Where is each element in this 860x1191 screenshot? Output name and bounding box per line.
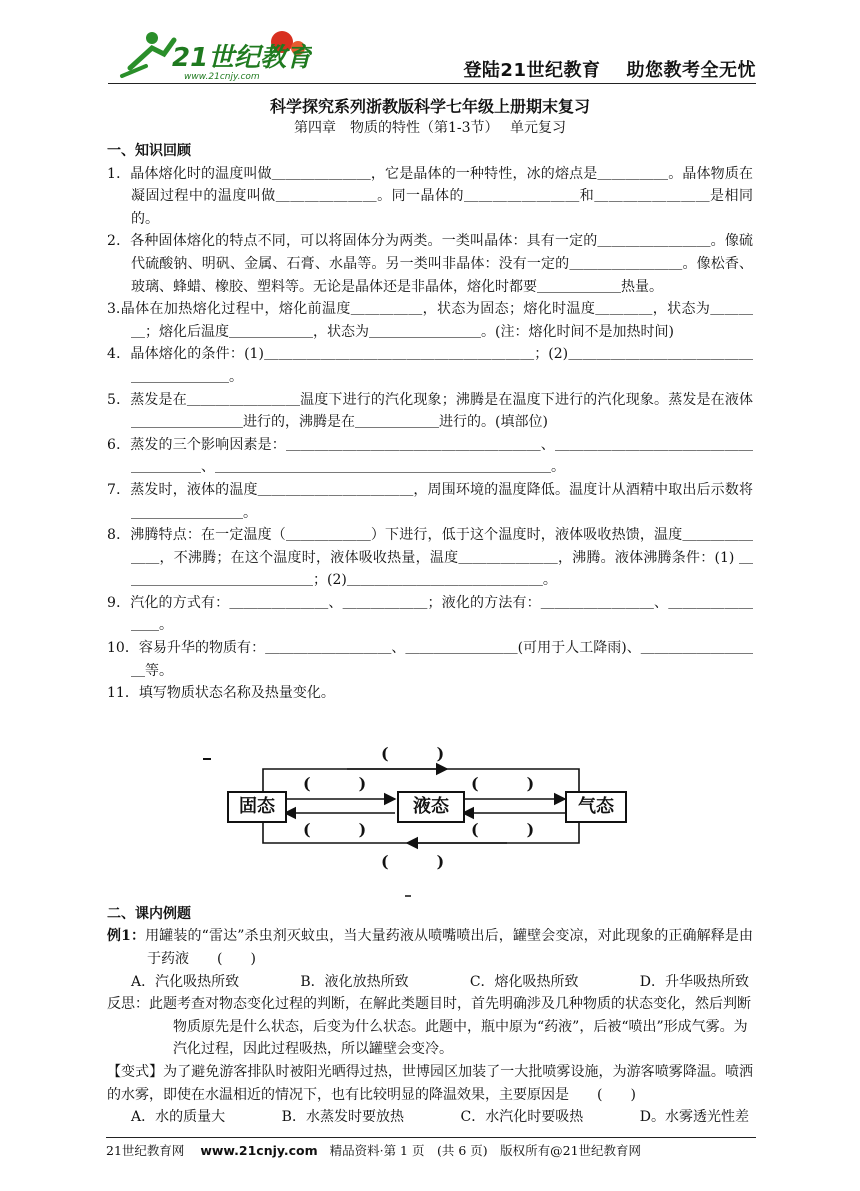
variant-options xyxy=(107,1106,753,1129)
slogan-2: 助您教考全无忧 xyxy=(626,60,756,81)
footer-site: 21世纪教育网 xyxy=(106,1143,185,1158)
blank-freezing: ( ) xyxy=(303,819,367,839)
variant-option-c: C．水汽化时要吸热 xyxy=(460,1109,584,1126)
logo-url: www.21cnjy.com xyxy=(184,72,260,82)
footer-url: www.21cnjy.com xyxy=(200,1143,318,1158)
state-change-diagram xyxy=(107,719,753,897)
blank-vaporization: ( ) xyxy=(471,773,535,793)
question-2: 2．各种固体熔化的特点不同，可以将固体分为两类。一类叫晶体：具有一定的＿＿＿＿＿＿＿＿。像硫代硫酸钠、明矾、金属、石膏、水晶等。另一类叫非晶体：没有一定的＿＿＿＿＿＿＿＿。像松香、玻璃、蜂蜡、橡胶、塑料等。无论是晶体还是非晶体，熔化时都要＿＿＿＿＿＿热量。 xyxy=(107,233,753,295)
question-10: 10．容易升华的物质有：＿＿＿＿＿＿＿＿＿、＿＿＿＿＿＿＿＿(可用于人工降雨)、＿＿＿＿＿＿＿＿＿等。 xyxy=(107,640,753,679)
header-rule xyxy=(108,83,756,84)
section-heading-examples: 二、课内例题 xyxy=(107,905,191,922)
page-footer xyxy=(106,1137,756,1159)
gas-box: 气态 xyxy=(565,791,627,823)
page-content xyxy=(107,140,753,1129)
variant-option-a: A．水的质量大 xyxy=(131,1109,226,1126)
question-6: 6．蒸发的三个影响因素是：＿＿＿＿＿＿＿＿＿＿＿＿＿＿＿＿＿＿、＿＿＿＿＿＿＿＿＿＿＿＿＿＿＿＿＿＿＿、＿＿＿＿＿＿＿＿＿＿＿＿＿＿＿＿＿＿＿＿＿＿＿＿。 xyxy=(107,436,753,476)
slogan-1: 登陆21世纪教育 xyxy=(463,60,601,81)
page-subtitle: 第四章 物质的特性（第1-3节） 单元复习 xyxy=(294,120,566,136)
logo-text: 21世纪教育 xyxy=(172,43,312,73)
question-1: 1．晶体熔化时的温度叫做＿＿＿＿＿＿＿，它是晶体的一种特性，冰的熔点是＿＿＿＿＿。晶体物质在凝固过程中的温度叫做＿＿＿＿＿＿＿。同一晶体的＿＿＿＿＿＿＿＿和＿＿＿＿＿＿＿＿是相同的。 xyxy=(107,165,753,227)
example-1-text: 用罐装的“雷达”杀虫剂灭蚊虫，当大量药液从喷嘴喷出后，罐壁会变凉，对此现象的正确解释是由于药液 ( ) xyxy=(145,928,754,968)
liquid-box: 液态 xyxy=(397,791,465,823)
option-d: D．升华吸热所致 xyxy=(639,973,749,990)
solid-box: 固态 xyxy=(227,791,287,823)
variant-question: 【变式】为了避免游客排队时被阳光晒得过热，世博园区加装了一大批喷雾设施，为游客喷雾降温。喷洒的水雾，即使在水温相近的情况下，也有比较明显的降温效果，主要原因是 ( ) xyxy=(107,1064,753,1103)
header-slogan xyxy=(463,56,756,82)
question-5: 5．蒸发是在＿＿＿＿＿＿＿＿温度下进行的汽化现象；沸腾是在温度下进行的汽化现象。蒸发是在液体＿＿＿＿＿＿＿＿进行的，沸腾是在＿＿＿＿＿＿进行的。(填部位) xyxy=(107,391,753,431)
option-c: C．熔化吸热所致 xyxy=(469,973,579,990)
blank-melting: ( ) xyxy=(303,773,367,793)
example-1-reflection: 反思：此题考查对物态变化过程的判断，在解此类题目时，首先明确涉及几种物质的状态变化，然后判断物质原先是什么状态，后变为什么状态。此题中，瓶中原为“药液”，后被“喷出”形成气雾。为汽化过程，因此过程吸热，所以罐壁会变冷。 xyxy=(107,996,751,1058)
blank-deposition: ( ) xyxy=(381,851,445,871)
question-11: 11．填写物质状态名称及热量变化。 xyxy=(107,685,335,702)
option-a: A．汽化吸热所致 xyxy=(131,973,240,990)
blank-sublimation: ( ) xyxy=(381,743,445,763)
example-1 xyxy=(107,925,753,970)
variant-option-b: B．水蒸发时要放热 xyxy=(281,1109,404,1126)
logo-runner-icon xyxy=(112,26,312,84)
example-1-options xyxy=(107,971,753,994)
example-1-label: 例1： xyxy=(107,928,146,945)
logo xyxy=(112,26,312,84)
page-title: 科学探究系列浙教版科学七年级上册期末复习 xyxy=(269,97,590,116)
blank-condensation: ( ) xyxy=(471,819,535,839)
question-3: 3.晶体在加热熔化过程中，熔化前温度＿＿＿＿＿，状态为固态；熔化时温度＿＿＿＿，状态为＿＿＿＿；熔化后温度＿＿＿＿＿＿，状态为＿＿＿＿＿＿＿＿。(注：熔化时间不是加热时间) xyxy=(107,301,753,340)
section-heading-review: 一、知识回顾 xyxy=(107,143,191,159)
question-9: 9．汽化的方式有：＿＿＿＿＿＿＿、＿＿＿＿＿＿；液化的方法有：＿＿＿＿＿＿＿＿、＿＿＿＿＿＿＿＿。 xyxy=(107,594,753,634)
variant-option-d: D。水雾透光性差 xyxy=(639,1109,749,1126)
question-8: 8．沸腾特点：在一定温度（＿＿＿＿＿＿）下进行，低于这个温度时，液体吸收热馈，温度＿＿＿＿＿＿＿，不沸腾；在这个温度时，液体吸收热量，温度＿＿＿＿＿＿＿，沸腾。液体沸腾条件：(1) ＿＿＿＿＿＿＿＿＿＿＿＿＿＿；(2)＿＿＿＿＿＿＿＿＿＿＿＿＿＿。 xyxy=(107,527,753,589)
option-b: B．液化放热所致 xyxy=(300,973,409,990)
question-4: 4．晶体熔化的条件：(1)＿＿＿＿＿＿＿＿＿＿＿＿＿＿＿＿＿＿＿；(2)＿＿＿＿＿＿＿＿＿＿＿＿＿＿＿＿＿＿＿＿。 xyxy=(107,346,753,385)
question-7: 7．蒸发时，液体的温度＿＿＿＿＿＿＿＿＿＿＿，周围环境的温度降低。温度计从酒精中取出后示数将＿＿＿＿＿＿＿＿。 xyxy=(107,481,753,521)
footer-info: 精品资料·第 1 页 (共 6 页) 版权所有@21世纪教育网 xyxy=(329,1143,642,1158)
